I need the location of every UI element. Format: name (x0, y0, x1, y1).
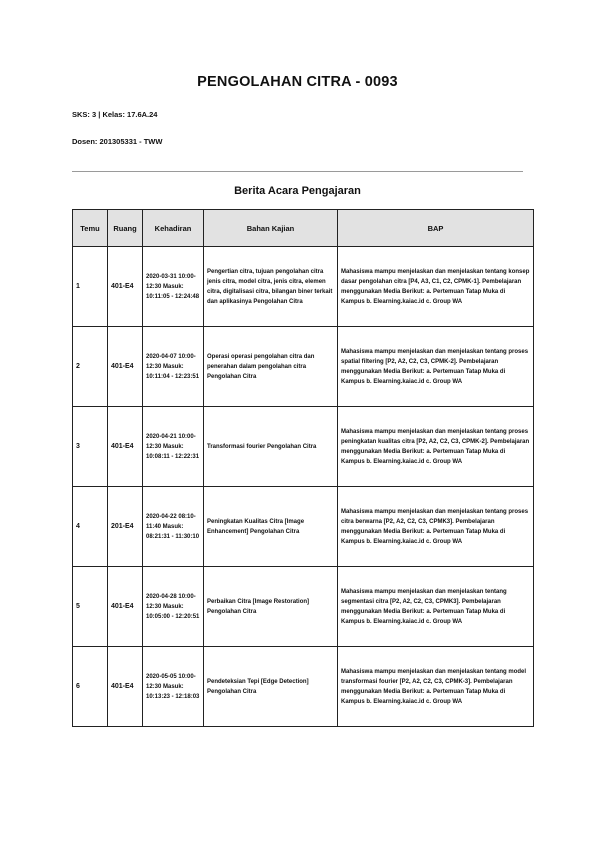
cell-ruang: 401-E4 (108, 647, 143, 727)
table-header-row (73, 210, 534, 247)
header-ruang: Ruang (108, 210, 143, 247)
cell-temu: 3 (73, 407, 108, 487)
cell-bahan-kajian: Transformasi fourier Pengolahan Citra (204, 407, 338, 487)
cell-bahan-kajian: Perbaikan Citra [Image Restoration] Pengolahan Citra (204, 567, 338, 647)
table-row (73, 327, 534, 407)
cell-temu: 5 (73, 567, 108, 647)
cell-temu: 4 (73, 487, 108, 567)
cell-ruang: 401-E4 (108, 327, 143, 407)
header-bahan-kajian: Bahan Kajian (204, 210, 338, 247)
cell-bap: Mahasiswa mampu menjelaskan dan menjelaskan tentang konsep dasar pengolahan citra [P4, A3, C1, C2, CPMK-1]. Pembelajaran menggunakan Media Berikut: a. Pertemuan Tatap Muka di Kampus b. Elearning.kaiac.id c. Group WA (338, 247, 534, 327)
cell-ruang: 401-E4 (108, 247, 143, 327)
table-row (73, 647, 534, 727)
cell-bap: Mahasiswa mampu menjelaskan dan menjelaskan tentang proses citra berwarna [P2, A2, C2, C3, CPMK3]. Pembelajaran menggunakan Media Berikut: a. Pertemuan Tatap Muka di Kampus b. Elearning.kaiac.id c. Group WA (338, 487, 534, 567)
cell-bahan-kajian: Pendeteksian Tepi [Edge Detection] Pengolahan Citra (204, 647, 338, 727)
cell-bahan-kajian: Peningkatan Kualitas Citra [Image Enhancement] Pengolahan Citra (204, 487, 338, 567)
cell-bap: Mahasiswa mampu menjelaskan dan menjelaskan tentang model transformasi fourier [P2, A2, C2, C3, CPMK-3]. Pembelajaran menggunakan Media Berikut: a. Pertemuan Tatap Muka di Kampus b. Elearning.kaiac.id c. Group WA (338, 647, 534, 727)
header-bap: BAP (338, 210, 534, 247)
table-row (73, 247, 534, 327)
divider (72, 171, 523, 172)
lecturer-info: Dosen: 201305331 - TWW (72, 137, 163, 146)
cell-bap: Mahasiswa mampu menjelaskan dan menjelaskan tentang segmentasi citra [P2, A2, C2, C3, CPMK3]. Pembelajaran menggunakan Media Berikut: a. Pertemuan Tatap Muka di Kampus b. Elearning.kaiac.id c. Group WA (338, 567, 534, 647)
cell-bap: Mahasiswa mampu menjelaskan dan menjelaskan tentang proses spatial filtering [P2, A2, C2, C3, CPMK-2]. Pembelajaran menggunakan Media Berikut: a. Pertemuan Tatap Muka di Kampus b. Elearning.kaiac.id c. Group WA (338, 327, 534, 407)
section-title: Berita Acara Pengajaran (234, 185, 361, 197)
cell-temu: 1 (73, 247, 108, 327)
cell-kehadiran: 2020-04-21 10:00-12:30 Masuk: 10:08:11 - 12:22:31 (143, 407, 204, 487)
cell-kehadiran: 2020-05-05 10:00-12:30 Masuk: 10:13:23 - 12:18:03 (143, 647, 204, 727)
cell-bap: Mahasiswa mampu menjelaskan dan menjelaskan tentang proses peningkatan kualitas citra [P2, A2, C2, C3, CPMK-2]. Pembelajaran menggunakan Media Berikut: a. Pertemuan Tatap Muka di Kampus b. Elearning.kaiac.id c. Group WA (338, 407, 534, 487)
cell-bahan-kajian: Pengertian citra, tujuan pengolahan citra jenis citra, model citra, jenis citra, elemen citra, digitalisasi citra, bilangan biner terkait dan aplikasinya Pengolahan Citra (204, 247, 338, 327)
cell-ruang: 401-E4 (108, 567, 143, 647)
cell-kehadiran: 2020-04-07 10:00-12:30 Masuk: 10:11:04 - 12:23:51 (143, 327, 204, 407)
cell-ruang: 401-E4 (108, 407, 143, 487)
cell-temu: 2 (73, 327, 108, 407)
cell-kehadiran: 2020-04-28 10:00-12:30 Masuk: 10:05:00 - 12:20:51 (143, 567, 204, 647)
cell-bahan-kajian: Operasi operasi pengolahan citra dan penerahan dalam pengolahan citra Pengolahan Citra (204, 327, 338, 407)
table-row (73, 487, 534, 567)
cell-ruang: 201-E4 (108, 487, 143, 567)
cell-temu: 6 (73, 647, 108, 727)
teaching-record-table (72, 209, 534, 727)
table-row (73, 567, 534, 647)
cell-kehadiran: 2020-04-22 08:10-11:40 Masuk: 08:21:31 - 11:30:10 (143, 487, 204, 567)
page-title: PENGOLAHAN CITRA - 0093 (197, 74, 398, 90)
course-meta: SKS: 3 | Kelas: 17.6A.24 (72, 110, 158, 119)
header-kehadiran: Kehadiran (143, 210, 204, 247)
table-row (73, 407, 534, 487)
cell-kehadiran: 2020-03-31 10:00-12:30 Masuk: 10:11:05 - 12:24:48 (143, 247, 204, 327)
header-temu: Temu (73, 210, 108, 247)
